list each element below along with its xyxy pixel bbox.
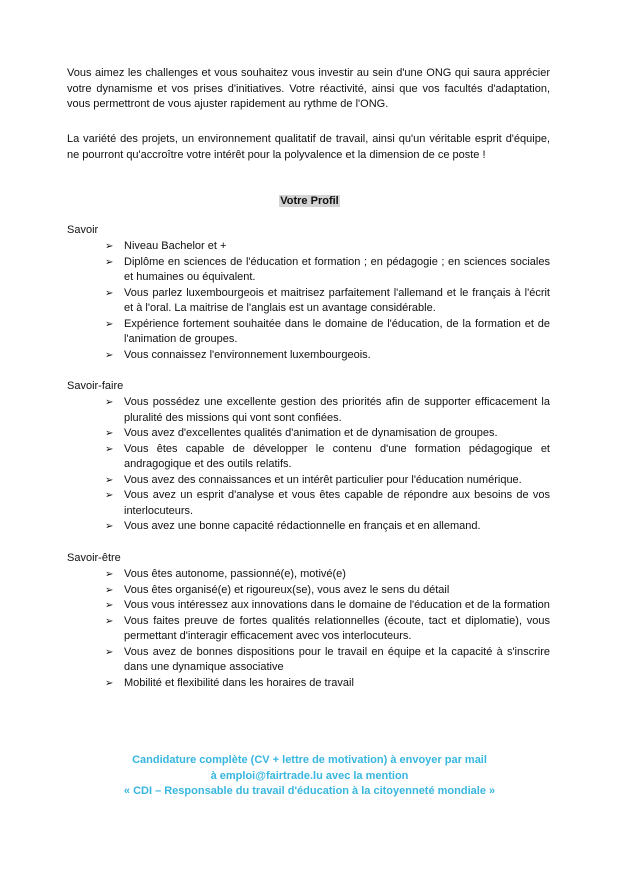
list-item-text: Vous avez des connaissances et un intérêt particulier pour l'éducation numérique.: [124, 473, 522, 486]
list-item-text: Vous vous intéressez aux innovations dans le domaine de l'éducation et de la formation: [124, 599, 550, 611]
list-item-text: Vous êtes organisé(e) et rigoureux(se), vous avez le sens du détail: [124, 583, 450, 596]
arrowhead-icon: ➢: [105, 287, 114, 299]
list-item: [103, 614, 550, 645]
profile-title: Votre Profil: [280, 195, 339, 207]
arrowhead-icon: ➢: [105, 474, 114, 486]
arrowhead-icon: ➢: [105, 677, 114, 689]
list-item-text: Vous faites preuve de fortes qualités relationnelles (écoute, tact et diplomatie), vous permettant d'interagir efficacement avec vos interlocuteurs.: [124, 614, 550, 642]
arrowhead-icon: ➢: [105, 600, 114, 611]
list-item: [103, 583, 550, 599]
list-item-text: Expérience fortement souhaitée dans le domaine de l'éducation, de la formation et de l'animation de groupes.: [124, 317, 550, 345]
arrowhead-icon: ➢: [105, 646, 114, 658]
application-line-3: « CDI – Responsable du travail d'éducation à la citoyenneté mondiale »: [123, 785, 496, 797]
list-item-text: Vous connaissez l'environnement luxembourgeois.: [124, 348, 371, 361]
section-label-savoir-faire: Savoir-faire: [67, 380, 124, 392]
arrowhead-icon: ➢: [105, 256, 114, 268]
list-item: [103, 348, 550, 364]
arrowhead-icon: ➢: [105, 241, 114, 252]
list-item-text: Diplôme en sciences de l'éducation et formation ; en pédagogie ; en sciences sociales et humaines ou équivalent.: [124, 255, 550, 283]
arrowhead-icon: ➢: [105, 521, 114, 532]
list-item-text: Vous avez d'excellentes qualités d'animation et de dynamisation de groupes.: [124, 427, 498, 439]
list-item: [103, 317, 550, 348]
savoir-list: [103, 239, 550, 363]
list-item-text: Vous parlez luxembourgeois et maitrisez parfaitement l'allemand et le français à l'écrit et à l'oral. La maitrise de l'anglais est un avantage considérable.: [124, 286, 550, 314]
list-item: [103, 395, 550, 426]
list-item: [103, 488, 550, 519]
list-item: [103, 286, 550, 317]
section-label-savoir-etre: Savoir-être: [67, 552, 121, 564]
list-item-text: Vous êtes autonome, passionné(e), motivé(e): [124, 568, 346, 580]
list-item-text: Niveau Bachelor et +: [124, 240, 227, 252]
intro-paragraph-2: La variété des projets, un environnement qualitatif de travail, ainsi qu'un véritable esprit d'équipe, ne pourront qu'accroître votre intérêt pour la polyvalence et la dimension de ce poste !: [67, 133, 550, 161]
list-item-text: Vous possédez une excellente gestion des priorités afin de supporter efficacement la pluralité des missions qui vont sont confiées.: [124, 396, 550, 424]
application-instructions: [0, 753, 619, 800]
list-item: [103, 442, 550, 473]
list-item: [103, 567, 550, 583]
list-item: [103, 239, 550, 255]
list-item-text: Vous avez un esprit d'analyse et vous êtes capable de répondre aux besoins de vos interlocuteurs.: [124, 489, 550, 517]
arrowhead-icon: ➢: [105, 428, 114, 439]
savoir-etre-list: [103, 567, 550, 691]
arrowhead-icon: ➢: [105, 318, 114, 330]
list-item: [103, 473, 550, 489]
list-item: [103, 598, 550, 614]
arrowhead-icon: ➢: [105, 569, 114, 580]
list-item-text: Vous avez une bonne capacité rédactionnelle en français et en allemand.: [124, 520, 481, 532]
profile-heading: [0, 194, 619, 208]
list-item: [103, 519, 550, 535]
list-item: [103, 645, 550, 676]
list-item: [103, 426, 550, 442]
arrowhead-icon: ➢: [105, 397, 114, 408]
arrowhead-icon: ➢: [105, 490, 114, 501]
list-item: [103, 676, 550, 692]
arrowhead-icon: ➢: [105, 443, 114, 455]
list-item-text: Vous avez de bonnes dispositions pour le travail en équipe et la capacité à s'inscrire dans une dynamique associative: [124, 645, 550, 673]
arrowhead-icon: ➢: [105, 615, 114, 627]
section-label-savoir: Savoir: [67, 224, 99, 236]
list-item-text: Mobilité et flexibilité dans les horaires de travail: [124, 676, 354, 689]
arrowhead-icon: ➢: [105, 584, 114, 596]
application-line-2: à emploi@fairtrade.lu avec la mention: [210, 769, 409, 782]
intro-paragraph-1: Vous aimez les challenges et vous souhaitez vous investir au sein d'une ONG qui saura apprécier votre dynamisme et vos prises d'initiatives. Votre réactivité, ainsi que vos facultés d'adaptation, vous permettront de vous ajuster rapidement au rythme de l'ONG.: [67, 67, 550, 110]
list-item: [103, 255, 550, 286]
savoir-faire-list: [103, 395, 550, 535]
list-item-text: Vous êtes capable de développer le contenu d'une formation pédagogique et andragogique et des outils relatifs.: [124, 442, 550, 470]
application-line-1: Candidature complète (CV + lettre de motivation) à envoyer par mail: [132, 754, 487, 766]
arrowhead-icon: ➢: [105, 349, 114, 361]
